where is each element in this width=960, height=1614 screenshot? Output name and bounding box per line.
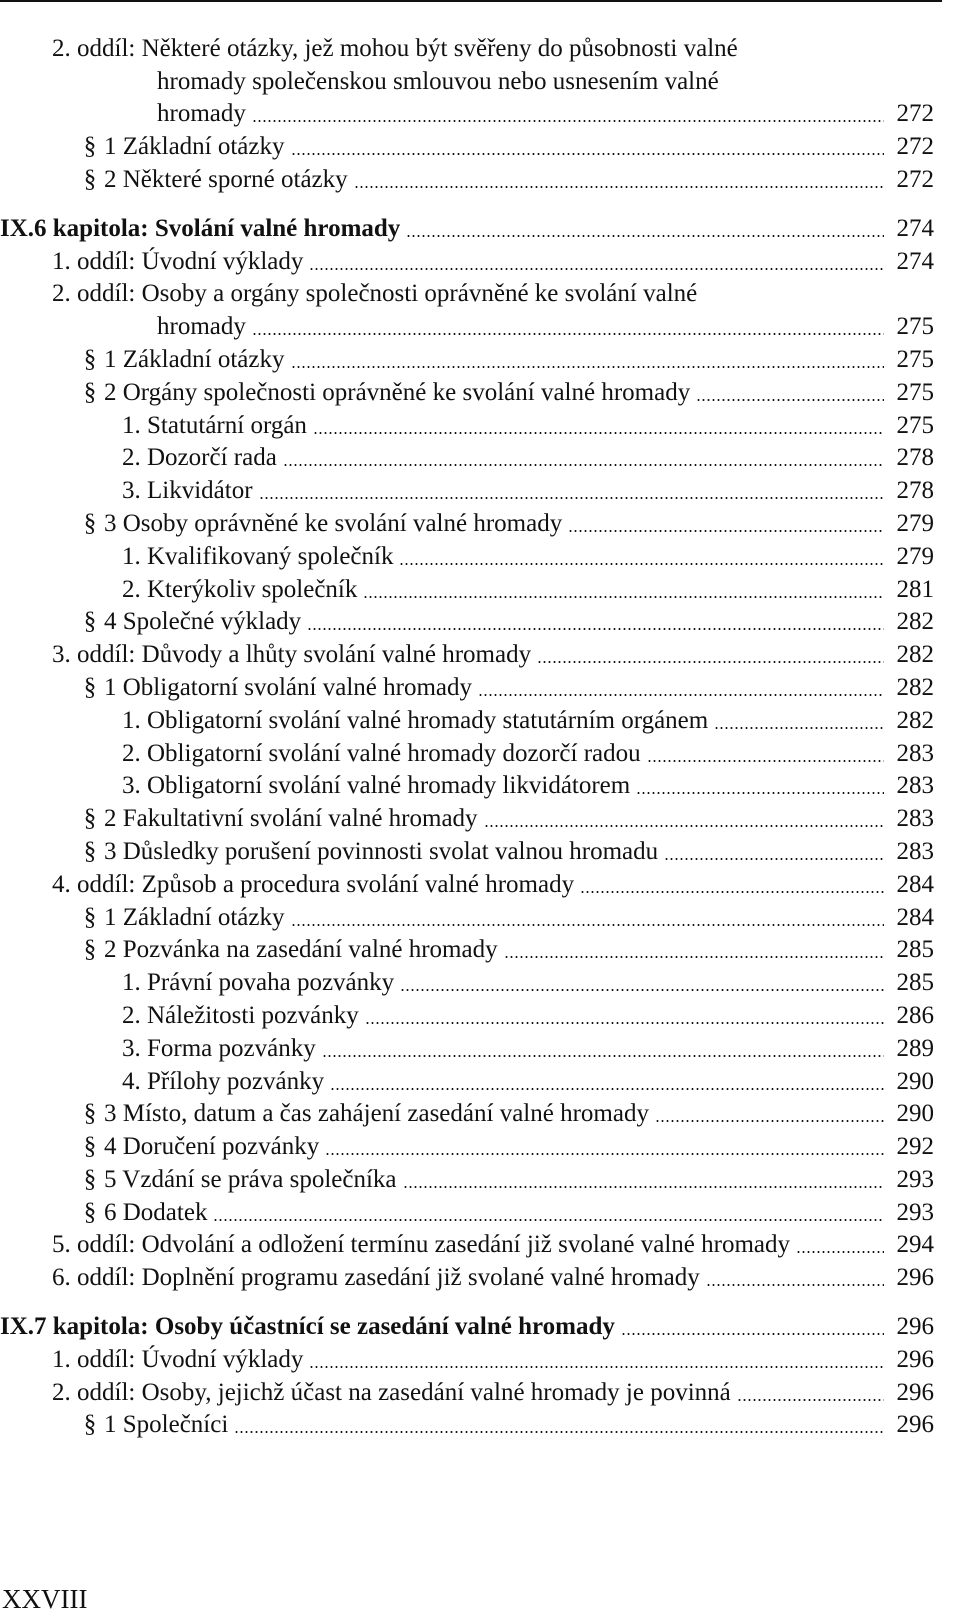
toc-entry <box>0 277 934 310</box>
dot-leader <box>309 1366 884 1368</box>
toc-entry <box>0 572 934 605</box>
toc-entry <box>0 605 934 638</box>
toc-entry <box>0 64 934 97</box>
toc-entry <box>0 441 934 474</box>
toc-entry-title: 1. Kvalifikovaný společník <box>122 542 394 570</box>
toc-entry-title: 3. Likvidátor <box>122 477 253 505</box>
toc-entry-page-number: 279 <box>896 509 934 537</box>
toc-entry-title: 1. oddíl: Úvodní výklady <box>52 1345 304 1373</box>
section-sign-icon: § <box>83 837 97 865</box>
toc-entry-title: 3. Forma pozvánky <box>122 1034 316 1062</box>
dot-leader <box>330 1088 884 1090</box>
toc-entry <box>0 309 934 342</box>
toc-entry-page-number: 283 <box>896 837 934 865</box>
toc-entry-page-number: 286 <box>896 1001 934 1029</box>
toc-entry <box>0 703 934 736</box>
toc-entry <box>0 900 934 933</box>
toc-entry-title: 1. Právní povaha pozvánky <box>122 969 395 997</box>
section-sign-icon: § <box>83 1165 97 1193</box>
toc-entry-page-number: 290 <box>896 1100 934 1128</box>
toc-entry-title: 2. Obligatorní svolání valné hromady dozorčí radou <box>122 739 641 767</box>
dot-leader <box>291 153 885 155</box>
dot-leader <box>307 628 884 630</box>
toc-entry-title: 2 Orgány společnosti oprávněné ke svolání valné hromady <box>104 378 691 406</box>
dot-leader <box>283 464 884 466</box>
toc-entry-page-number: 292 <box>896 1133 934 1161</box>
dot-leader <box>313 432 884 434</box>
toc-entry-page-number: 283 <box>896 772 934 800</box>
section-sign-icon: § <box>83 378 97 406</box>
toc-entry-title: 1 Základní otázky <box>104 345 285 373</box>
section-sign-icon: § <box>83 345 97 373</box>
toc-entry-page-number: 284 <box>896 870 934 898</box>
dot-leader <box>696 399 884 401</box>
toc-entry <box>0 1342 934 1375</box>
dot-leader <box>325 1153 884 1155</box>
section-sign-icon: § <box>83 608 97 636</box>
toc-entry-page-number: 296 <box>896 1313 934 1341</box>
dot-leader <box>478 694 884 696</box>
toc-entry <box>0 129 934 162</box>
toc-entry <box>0 965 934 998</box>
dot-leader <box>400 989 884 991</box>
dot-leader <box>580 891 884 893</box>
toc-entry <box>0 769 934 802</box>
toc-entry-title: 1 Základní otázky <box>104 133 285 161</box>
toc-entry-title: 3 Osoby oprávněné ke svolání valné hromady <box>104 509 563 537</box>
toc-entry-page-number: 282 <box>896 673 934 701</box>
toc-entry <box>0 1129 934 1162</box>
toc-entry-title: IX.6 kapitola: Svolání valné hromady <box>0 214 401 242</box>
section-sign-icon: § <box>83 509 97 537</box>
toc-entry <box>0 933 934 966</box>
table-of-contents <box>0 31 934 1440</box>
toc-entry-page-number: 282 <box>896 706 934 734</box>
toc-entry <box>0 1309 934 1342</box>
dot-leader <box>234 1431 884 1433</box>
dot-leader <box>309 268 884 270</box>
toc-entry-page-number: 289 <box>896 1034 934 1062</box>
toc-entry <box>0 1162 934 1195</box>
toc-entry-page-number: 293 <box>896 1198 934 1226</box>
section-sign-icon: § <box>83 1100 97 1128</box>
toc-entry-title: 1. oddíl: Úvodní výklady <box>52 247 304 275</box>
dot-leader <box>655 1120 884 1122</box>
dot-leader <box>504 956 884 958</box>
section-sign-icon: § <box>83 1133 97 1161</box>
section-sign-icon: § <box>83 165 97 193</box>
toc-entry-title: 3. Obligatorní svolání valné hromady likvidátorem <box>122 772 631 800</box>
toc-entry <box>0 1097 934 1130</box>
toc-entry <box>0 1260 934 1293</box>
toc-entry-title: 2. oddíl: Osoby a orgány společnosti oprávněné ke svolání valné <box>52 280 698 308</box>
dot-leader <box>647 760 884 762</box>
dot-leader <box>714 727 884 729</box>
toc-entry <box>0 637 934 670</box>
toc-entry <box>0 1195 934 1228</box>
toc-entry-title: 5 Vzdání se práva společníka <box>104 1165 397 1193</box>
toc-entry-title: 2. oddíl: Osoby, jejichž účast na zasedání valné hromady je povinná <box>52 1378 731 1406</box>
toc-entry <box>0 211 934 244</box>
toc-entry-title: 2 Fakultativní svolání valné hromady <box>104 805 478 833</box>
toc-entry-title: 1 Základní otázky <box>104 903 285 931</box>
toc-entry <box>0 342 934 375</box>
toc-entry-title: 2. Náležitosti pozvánky <box>122 1001 359 1029</box>
top-rule <box>0 0 942 2</box>
toc-entry <box>0 539 934 572</box>
toc-entry-title: hromady <box>157 100 246 128</box>
toc-entry-page-number: 272 <box>896 133 934 161</box>
toc-entry <box>0 31 934 64</box>
toc-entry-title: 1 Obligatorní svolání valné hromady <box>104 673 472 701</box>
toc-entry-title: 4 Společné výklady <box>104 608 302 636</box>
dot-leader <box>706 1284 884 1286</box>
toc-entry-page-number: 293 <box>896 1165 934 1193</box>
toc-entry-page-number: 290 <box>896 1067 934 1095</box>
dot-leader <box>664 858 884 860</box>
toc-entry-page-number: 296 <box>896 1345 934 1373</box>
toc-entry-page-number: 284 <box>896 903 934 931</box>
toc-entry-page-number: 275 <box>896 345 934 373</box>
dot-leader <box>621 1333 884 1335</box>
toc-entry-title: hromady společenskou smlouvou nebo usnesením valné <box>157 67 719 95</box>
dot-leader <box>365 1022 884 1024</box>
toc-entry-page-number: 285 <box>896 969 934 997</box>
toc-entry-title: 2. Kterýkoliv společník <box>122 575 358 603</box>
dot-leader <box>636 792 884 794</box>
dot-leader <box>403 1186 885 1188</box>
toc-entry-title: 1. Obligatorní svolání valné hromady statutárním orgánem <box>122 706 709 734</box>
dot-leader <box>568 530 884 532</box>
toc-entry-page-number: 282 <box>896 608 934 636</box>
toc-entry <box>0 1228 934 1261</box>
toc-entry-title: 3. oddíl: Důvody a lhůty svolání valné hromady <box>52 641 532 669</box>
toc-entry <box>0 375 934 408</box>
toc-entry-title: 5. oddíl: Odvolání a odložení termínu zasedání již svolané valné hromady <box>52 1231 790 1259</box>
section-sign-icon: § <box>83 1411 97 1439</box>
toc-entry-title: 2 Některé sporné otázky <box>104 165 348 193</box>
toc-entry <box>0 736 934 769</box>
toc-entry <box>0 1375 934 1408</box>
toc-entry-title: hromady <box>157 313 246 341</box>
section-sign-icon: § <box>83 805 97 833</box>
toc-entry-title: 4. Přílohy pozvánky <box>122 1067 325 1095</box>
toc-entry-title: 1. Statutární orgán <box>122 411 307 439</box>
toc-entry <box>0 801 934 834</box>
toc-entry-title: 3 Místo, datum a čas zahájení zasedání valné hromady <box>104 1100 649 1128</box>
toc-entry-title: 6. oddíl: Doplnění programu zasedání již svolané valné hromady <box>52 1264 700 1292</box>
toc-entry-page-number: 275 <box>896 378 934 406</box>
section-sign-icon: § <box>83 936 97 964</box>
toc-entry <box>0 1064 934 1097</box>
toc-entry-page-number: 283 <box>896 805 934 833</box>
toc-entry-title: 2. Dozorčí rada <box>122 444 277 472</box>
toc-entry-title: 1 Společníci <box>104 1411 229 1439</box>
dot-leader <box>406 235 884 237</box>
dot-leader <box>354 186 884 188</box>
dot-leader <box>291 366 885 368</box>
toc-entry-page-number: 278 <box>896 477 934 505</box>
toc-entry-page-number: 278 <box>896 444 934 472</box>
toc-entry-page-number: 296 <box>896 1378 934 1406</box>
dot-leader <box>291 924 885 926</box>
toc-entry-page-number: 279 <box>896 542 934 570</box>
toc-entry-page-number: 281 <box>896 575 934 603</box>
section-sign-icon: § <box>83 1198 97 1226</box>
dot-leader <box>363 596 884 598</box>
toc-entry-title: 2. oddíl: Některé otázky, jež mohou být svěřeny do působnosti valné <box>52 34 738 62</box>
toc-entry-page-number: 274 <box>896 214 934 242</box>
toc-entry <box>0 867 934 900</box>
section-sign-icon: § <box>83 133 97 161</box>
toc-entry-page-number: 274 <box>896 247 934 275</box>
toc-entry <box>0 670 934 703</box>
dot-leader <box>484 825 884 827</box>
toc-entry-page-number: 272 <box>896 100 934 128</box>
dot-leader <box>252 120 884 122</box>
dot-leader <box>737 1399 884 1401</box>
toc-entry <box>0 162 934 195</box>
toc-entry-title: 4. oddíl: Způsob a procedura svolání valné hromady <box>52 870 575 898</box>
toc-entry-page-number: 294 <box>896 1231 934 1259</box>
toc-entry-title: 2 Pozvánka na zasedání valné hromady <box>104 936 498 964</box>
dot-leader <box>796 1251 884 1253</box>
dot-leader <box>537 661 884 663</box>
toc-entry-page-number: 275 <box>896 313 934 341</box>
toc-entry <box>0 97 934 130</box>
toc-entry <box>0 834 934 867</box>
toc-entry-title: IX.7 kapitola: Osoby účastnící se zasedání valné hromady <box>0 1313 615 1341</box>
toc-entry <box>0 244 934 277</box>
toc-entry-page-number: 282 <box>896 641 934 669</box>
toc-entry-page-number: 283 <box>896 739 934 767</box>
toc-entry-page-number: 285 <box>896 936 934 964</box>
dot-leader <box>399 563 884 565</box>
toc-entry-title: 6 Dodatek <box>104 1198 208 1226</box>
toc-entry <box>0 473 934 506</box>
toc-entry-page-number: 296 <box>896 1411 934 1439</box>
toc-entry <box>0 1031 934 1064</box>
section-sign-icon: § <box>83 673 97 701</box>
toc-entry <box>0 506 934 539</box>
section-sign-icon: § <box>83 903 97 931</box>
dot-leader <box>322 1055 884 1057</box>
toc-entry <box>0 1408 934 1441</box>
toc-entry-page-number: 272 <box>896 165 934 193</box>
toc-entry-page-number: 296 <box>896 1264 934 1292</box>
dot-leader <box>259 497 884 499</box>
toc-entry-page-number: 275 <box>896 411 934 439</box>
toc-entry <box>0 998 934 1031</box>
toc-entry <box>0 408 934 441</box>
dot-leader <box>213 1219 884 1221</box>
toc-entry-title: 3 Důsledky porušení povinnosti svolat valnou hromadu <box>104 837 659 865</box>
page-folio: XXVIII <box>2 1584 88 1614</box>
dot-leader <box>252 333 884 335</box>
toc-entry-title: 4 Doručení pozvánky <box>104 1133 320 1161</box>
